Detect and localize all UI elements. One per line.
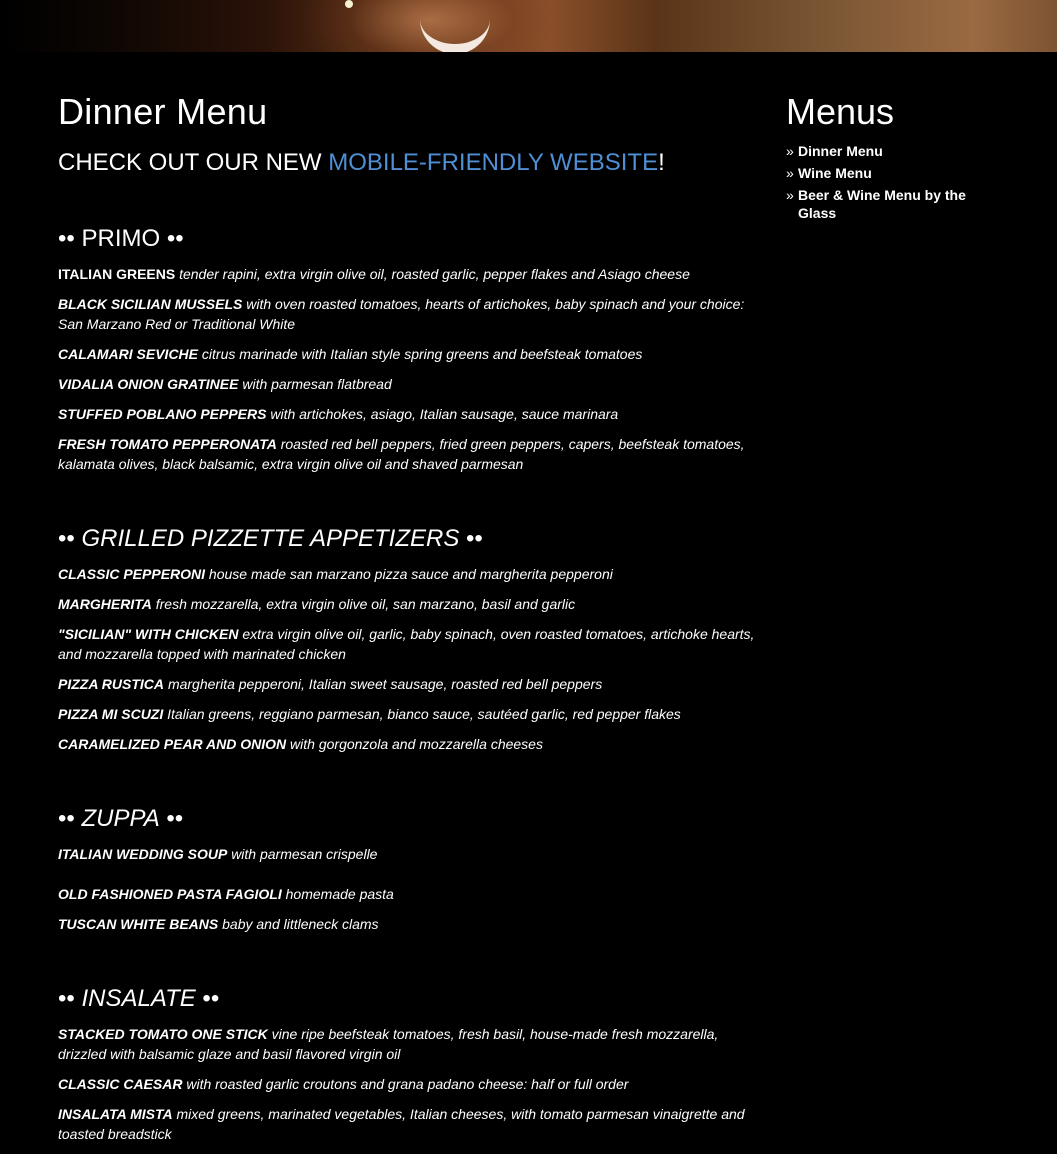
menu-item: CALAMARI SEVICHE citrus marinade with Italian style spring greens and beefsteak tomatoes xyxy=(58,346,643,362)
bullet-icon: » xyxy=(786,187,794,203)
menu-item: CARAMELIZED PEAR AND ONION with gorgonzola and mozzarella cheeses xyxy=(58,736,543,752)
promo-suffix: ! xyxy=(658,149,665,176)
section-pizzette xyxy=(58,524,758,754)
menu-item: PIZZA RUSTICA margherita pepperoni, Italian sweet sausage, roasted red bell peppers xyxy=(58,676,603,692)
section-heading: •• GRILLED PIZZETTE APPETIZERS •• xyxy=(58,525,483,552)
sidebar-item-label: Wine Menu xyxy=(798,165,872,181)
mobile-website-link[interactable]: MOBILE-FRIENDLY WEBSITE xyxy=(328,149,659,176)
header-banner-photo xyxy=(0,0,1057,52)
menus-sidebar xyxy=(786,90,996,226)
section-primo xyxy=(58,224,758,474)
menu-item: "SICILIAN" WITH CHICKEN extra virgin olive oil, garlic, baby spinach, oven roasted tomatoes, artichoke hearts, and mozzarella topped with marinated chicken xyxy=(58,626,755,662)
main-content xyxy=(58,90,758,1154)
menu-item: CLASSIC CAESAR with roasted garlic croutons and grana padano cheese: half or full order xyxy=(58,1076,629,1092)
sidebar-title: Menus xyxy=(786,91,895,132)
sidebar-item-dinner-menu[interactable] xyxy=(786,142,996,160)
section-heading: •• PRIMO •• xyxy=(58,225,184,252)
sidebar-item-wine-menu[interactable] xyxy=(786,164,996,182)
promo-prefix: CHECK OUT OUR NEW xyxy=(58,149,329,176)
sidebar-item-beer-wine-by-glass[interactable] xyxy=(786,186,996,222)
section-insalate xyxy=(58,984,758,1144)
mobile-promo xyxy=(58,148,758,178)
menu-item: STUFFED POBLANO PEPPERS with artichokes, asiago, Italian sausage, sauce marinara xyxy=(58,406,619,422)
menu-item: PIZZA MI SCUZI Italian greens, reggiano parmesan, bianco sauce, sautéed garlic, red pepper flakes xyxy=(58,706,681,722)
sidebar-item-label: Dinner Menu xyxy=(798,143,883,159)
menu-item: VIDALIA ONION GRATINEE with parmesan flatbread xyxy=(58,376,392,392)
section-zuppa xyxy=(58,804,758,934)
bullet-icon: » xyxy=(786,165,794,181)
menu-item: TUSCAN WHITE BEANS baby and littleneck clams xyxy=(58,916,379,932)
menu-item: STACKED TOMATO ONE STICK vine ripe beefsteak tomatoes, fresh basil, house-made fresh mozzarella, drizzled with balsamic glaze and basil flavored virgin oil xyxy=(58,1026,719,1062)
menu-item: FRESH TOMATO PEPPERONATA roasted red bell peppers, fried green peppers, capers, beefsteak tomatoes, kalamata olives, black balsamic, extra virgin olive oil and shaved parmesan xyxy=(58,436,745,472)
page-title: Dinner Menu xyxy=(58,91,268,132)
section-heading: •• ZUPPA •• xyxy=(58,805,184,832)
menu-item: INSALATA MISTA mixed greens, marinated vegetables, Italian cheeses, with tomato parmesan vinaigrette and toasted breadstick xyxy=(58,1106,745,1142)
bullet-icon: » xyxy=(786,143,794,159)
section-heading: •• INSALATE •• xyxy=(58,985,220,1012)
sidebar-item-label: Beer & Wine Menu by the Glass xyxy=(798,187,966,221)
menu-item: MARGHERITA fresh mozzarella, extra virgin olive oil, san marzano, basil and garlic xyxy=(58,596,576,612)
menu-item: BLACK SICILIAN MUSSELS with oven roasted tomatoes, hearts of artichokes, baby spinach and your choice: San Marzano Red or Traditional White xyxy=(58,296,745,332)
menu-item: ITALIAN WEDDING SOUP with parmesan crispelle xyxy=(58,846,378,862)
banner-earring xyxy=(345,0,353,8)
menu-item: CLASSIC PEPPERONI house made san marzano pizza sauce and margherita pepperoni xyxy=(58,566,613,582)
menu-item: OLD FASHIONED PASTA FAGIOLI homemade pasta xyxy=(58,886,394,902)
menu-item: ITALIAN GREENS tender rapini, extra virgin olive oil, roasted garlic, pepper flakes and Asiago cheese xyxy=(58,266,690,282)
menus-list xyxy=(786,142,996,222)
